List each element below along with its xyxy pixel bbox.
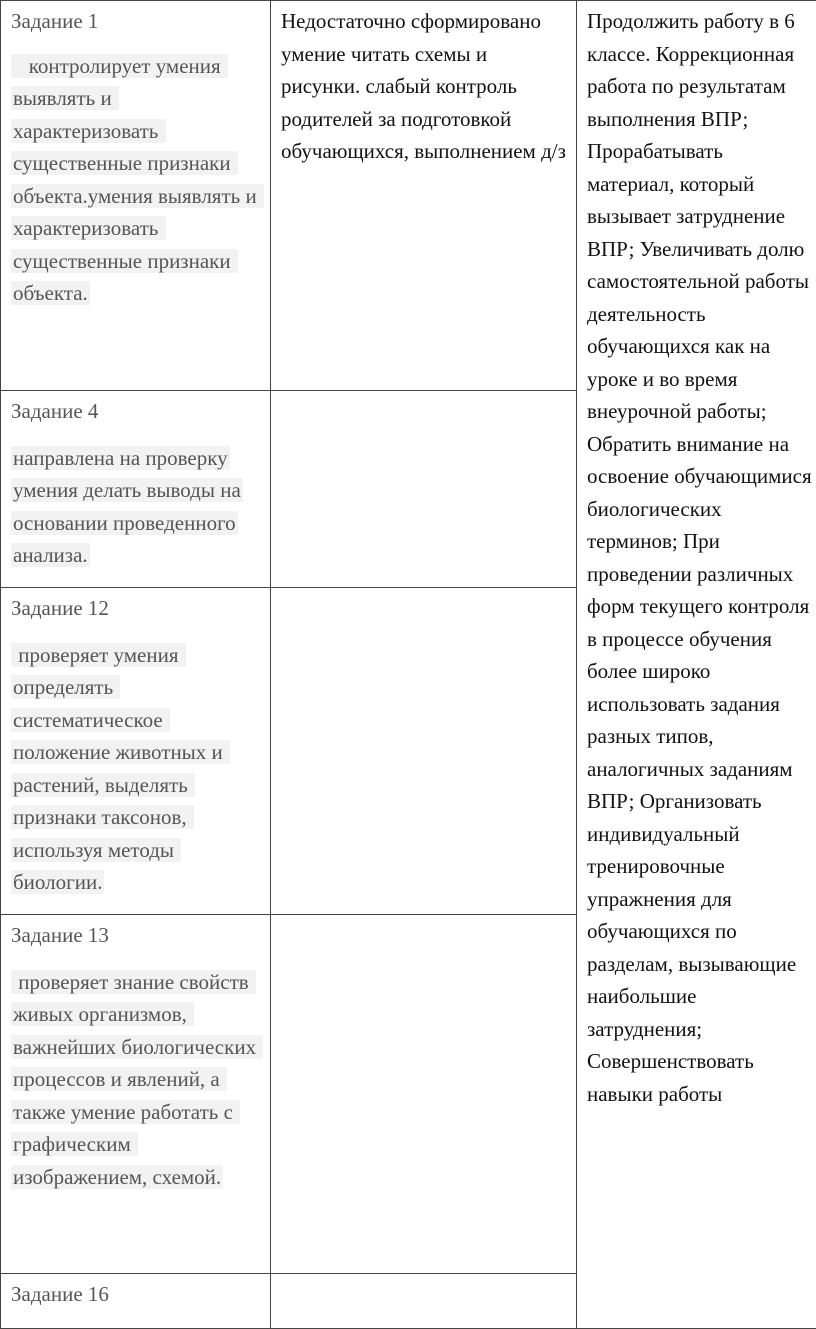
task-cell — [1, 588, 271, 915]
empty-cell — [271, 588, 577, 915]
task-description — [11, 639, 262, 899]
task-cell — [1, 1, 271, 391]
task-cell — [1, 391, 271, 588]
task-description — [11, 442, 262, 572]
task-cell — [1, 915, 271, 1274]
recommendations-text: Продолжить работу в 6 классе. Коррекционная работа по результатам выполнения ВПР; Прорабатывать материал, который вызывает затруднение ВПР; Увеличивать долю самостоятельной работы деятельность обучающихся как на уроке и во время внеурочной работы; Обратить внимание на освоение обучающимися биологических терминов; При проведении различных форм текущего контроля в процессе обучения более широко использовать задания разных типов, аналогичных заданиям ВПР; Организовать индивидуальный тренировочные упражнения для обучающихся по разделам, вызывающие наибольшие затруднения; Совершенствовать навыки работы — [587, 5, 812, 1110]
task-cell — [1, 1274, 271, 1329]
task-title: Задание 1 — [11, 5, 262, 38]
recommendations-cell — [577, 1, 816, 1329]
task-description — [11, 966, 262, 1194]
empty-cell — [271, 391, 577, 588]
table-row — [1, 1, 816, 391]
empty-cell — [271, 1274, 577, 1329]
task-description-text: проверяет знание свойств живых организмов, важнейших биологических процессов и явлений, а также умение работать с графическим изображением, схемой. — [11, 970, 263, 1189]
reasons-text: Недостаточно сформировано умение читать схемы и рисунки. слабый контроль родителей за подготовкой обучающихся, выполнением д/з — [281, 5, 568, 168]
task-title: Задание 12 — [11, 592, 262, 625]
task-description — [11, 50, 262, 310]
task-title: Задание 16 — [11, 1278, 262, 1311]
task-description-text: направлена на проверку умения делать выводы на основании проведенного анализа. — [11, 446, 243, 568]
task-description-text: проверяет умения определять систематическое положение животных и растений, выделять признаки таксонов, используя методы биологии. — [11, 643, 230, 895]
reasons-cell — [271, 1, 577, 391]
empty-cell — [271, 915, 577, 1274]
task-description-text: контролирует умения выявлять и характеризовать существенные признаки объекта.умения выявлять и характеризовать существенные признаки объекта. — [11, 54, 264, 306]
task-title: Задание 13 — [11, 919, 262, 952]
task-title: Задание 4 — [11, 395, 262, 428]
